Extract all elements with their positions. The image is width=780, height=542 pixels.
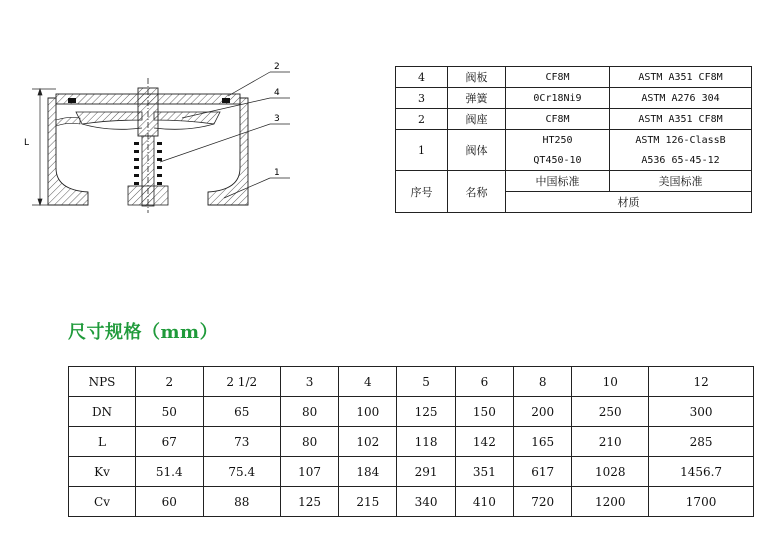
- table-cell: 410: [455, 487, 513, 517]
- table-header-row: [396, 171, 752, 192]
- table-cell: 2: [136, 367, 204, 397]
- table-cell: 102: [339, 427, 397, 457]
- table-row: [69, 487, 754, 517]
- table-row: [396, 130, 752, 151]
- table-cell: 215: [339, 487, 397, 517]
- row-label: Cv: [69, 487, 136, 517]
- table-cell: 300: [649, 397, 754, 427]
- table-cell: 720: [514, 487, 572, 517]
- table-cell: 12: [649, 367, 754, 397]
- table-cell: 150: [455, 397, 513, 427]
- table-cell: 1028: [572, 457, 649, 487]
- table-row: [396, 88, 752, 109]
- us-material: ASTM A351 CF8M: [610, 109, 752, 130]
- table-cell: 88: [203, 487, 280, 517]
- table-cell: 80: [280, 427, 338, 457]
- part-number: 3: [396, 88, 448, 109]
- row-label: NPS: [69, 367, 136, 397]
- part-name: 阀板: [448, 67, 506, 88]
- table-cell: 51.4: [136, 457, 204, 487]
- table-cell: 107: [280, 457, 338, 487]
- materials-table: [395, 66, 752, 213]
- table-cell: 1456.7: [649, 457, 754, 487]
- table-cell: 200: [514, 397, 572, 427]
- part-number: 4: [396, 67, 448, 88]
- table-cell: 2 1/2: [203, 367, 280, 397]
- cn-material: CF8M: [506, 109, 610, 130]
- header-part-name: 名称: [448, 171, 506, 213]
- table-cell: 617: [514, 457, 572, 487]
- cn-material: 0Cr18Ni9: [506, 88, 610, 109]
- table-cell: 291: [397, 457, 455, 487]
- us-material-alt: A536 65-45-12: [610, 150, 752, 171]
- dimensions-table: [68, 366, 754, 517]
- table-cell: 340: [397, 487, 455, 517]
- table-cell: 250: [572, 397, 649, 427]
- header-us-standard: 美国标准: [610, 171, 752, 192]
- us-material: ASTM 126-ClassB: [610, 130, 752, 151]
- header-cn-standard: 中国标准: [506, 171, 610, 192]
- cn-material: HT250: [506, 130, 610, 151]
- table-cell: 210: [572, 427, 649, 457]
- table-cell: 5: [397, 367, 455, 397]
- table-cell: 165: [514, 427, 572, 457]
- table-row: [69, 367, 754, 397]
- part-number: 1: [396, 130, 448, 171]
- table-cell: 50: [136, 397, 204, 427]
- us-material: ASTM A276 304: [610, 88, 752, 109]
- part-name: 弹簧: [448, 88, 506, 109]
- table-cell: 3: [280, 367, 338, 397]
- table-cell: 60: [136, 487, 204, 517]
- callout-4: 4: [274, 88, 280, 98]
- table-cell: 75.4: [203, 457, 280, 487]
- valve-cross-section-drawing: [10, 58, 310, 218]
- table-row: [69, 427, 754, 457]
- row-label: DN: [69, 397, 136, 427]
- table-cell: 125: [280, 487, 338, 517]
- table-cell: 10: [572, 367, 649, 397]
- callout-3: 3: [274, 114, 280, 124]
- part-number: 2: [396, 109, 448, 130]
- table-cell: 118: [397, 427, 455, 457]
- table-cell: 142: [455, 427, 513, 457]
- table-cell: 8: [514, 367, 572, 397]
- table-cell: 184: [339, 457, 397, 487]
- table-cell: 6: [455, 367, 513, 397]
- section-title: 尺寸规格（mm）: [68, 322, 219, 343]
- table-row: [69, 397, 754, 427]
- part-name: 阀座: [448, 109, 506, 130]
- table-cell: 4: [339, 367, 397, 397]
- dimension-label: L: [24, 138, 30, 148]
- callout-2: 2: [274, 62, 280, 72]
- header-part-number: 序号: [396, 171, 448, 213]
- header-material: 材质: [506, 192, 752, 213]
- table-cell: 67: [136, 427, 204, 457]
- table-cell: 80: [280, 397, 338, 427]
- table-row: [396, 109, 752, 130]
- table-cell: 65: [203, 397, 280, 427]
- part-name: 阀体: [448, 130, 506, 171]
- table-cell: 285: [649, 427, 754, 457]
- row-label: Kv: [69, 457, 136, 487]
- table-cell: 125: [397, 397, 455, 427]
- table-row: [396, 67, 752, 88]
- cn-material-alt: QT450-10: [506, 150, 610, 171]
- table-cell: 351: [455, 457, 513, 487]
- table-row: [69, 457, 754, 487]
- table-cell: 1200: [572, 487, 649, 517]
- table-cell: 100: [339, 397, 397, 427]
- us-material: ASTM A351 CF8M: [610, 67, 752, 88]
- cn-material: CF8M: [506, 67, 610, 88]
- table-cell: 1700: [649, 487, 754, 517]
- table-cell: 73: [203, 427, 280, 457]
- row-label: L: [69, 427, 136, 457]
- callout-1: 1: [274, 168, 280, 178]
